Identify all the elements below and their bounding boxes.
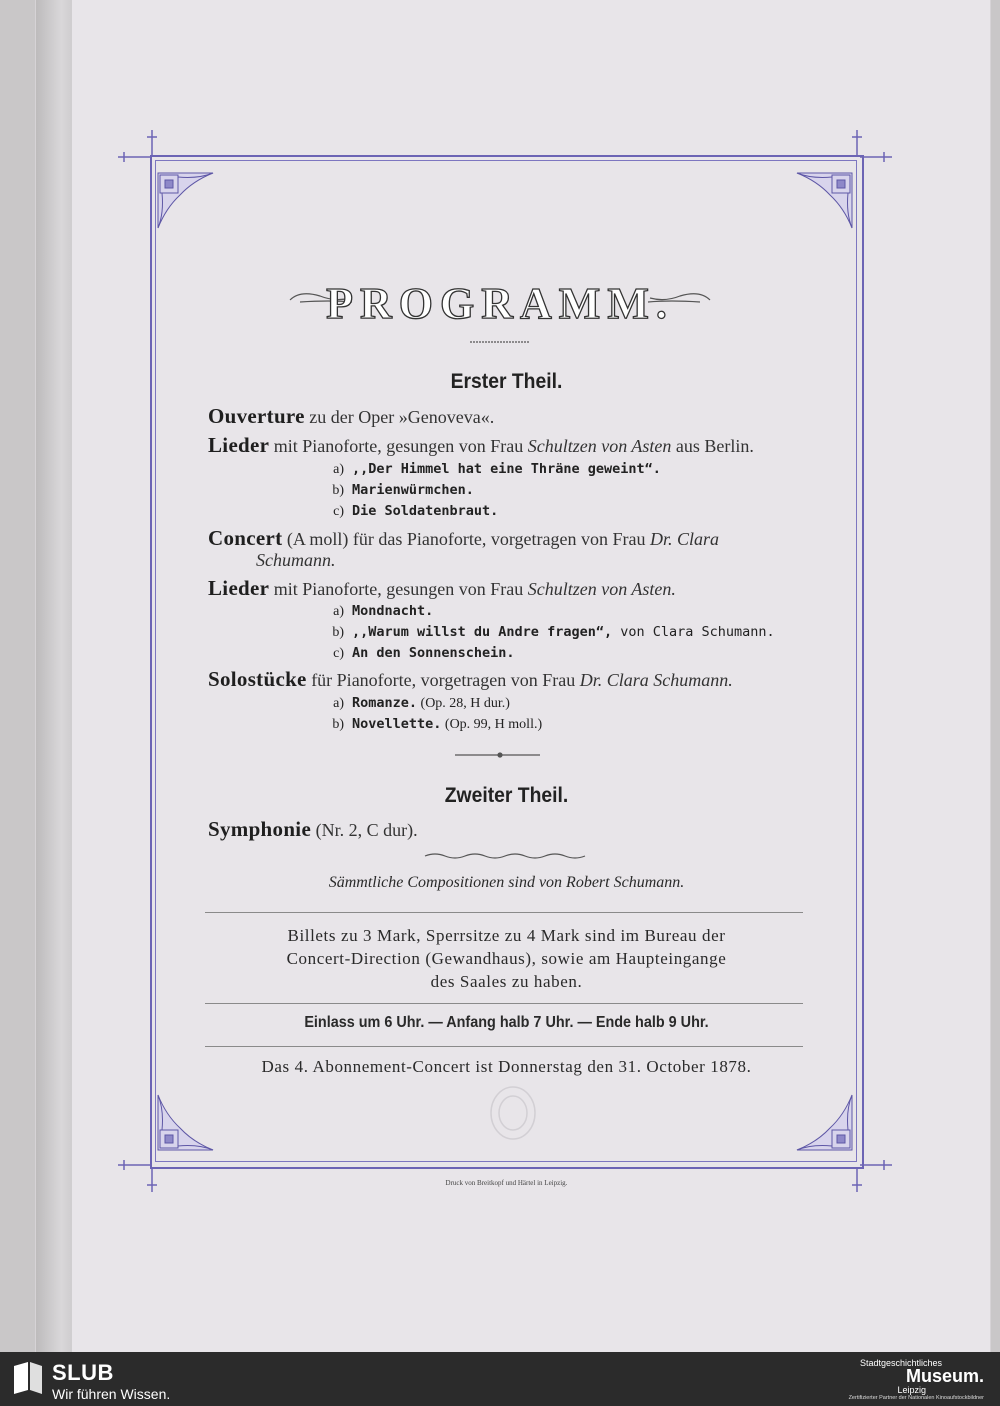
lieder1-item-c: c) Die Soldatenbraut. <box>333 503 499 519</box>
solo-item-a: a) Romanze. (Op. 28, H dur.) <box>333 695 510 711</box>
museum-name[interactable]: Museum. <box>905 1366 984 1386</box>
time-info: Einlass um 6 Uhr. — Anfang halb 7 Uhr. — Ende halb 9 Uhr. <box>304 1014 709 1031</box>
lieder2-entry <box>208 576 676 601</box>
solo-item-b: b) Novellette. (Op. 99, H moll.) <box>332 716 543 732</box>
ouverture-text: zu der Oper »Genoveva«. <box>304 407 495 427</box>
lieder1-item-b: b) Marienwürmchen. <box>332 482 474 498</box>
lieder1-singer: Schultzen von Asten <box>527 436 672 456</box>
library-stamp-mark <box>491 1087 535 1139</box>
lieder2-item-b: b) ,,Warum willst du Andre fragen“, von Clara Schumann. <box>332 624 775 640</box>
composer-note: Sämmtliche Compositionen sind von Robert Schumann. <box>328 874 685 891</box>
slub-name[interactable]: SLUB <box>52 1360 114 1385</box>
solo-soloist: Dr. Clara Schumann. <box>579 670 733 690</box>
lieder2-item-c: c) An den Sonnenschein. <box>333 645 515 661</box>
lieder1-item-a: a) ,,Der Himmel hat eine Thräne geweint“. <box>333 461 661 477</box>
ticket-line-1: Billets zu 3 Mark, Sperrsitze zu 4 Mark sind im Bureau der <box>287 926 726 945</box>
next-concert: Das 4. Abonnement-Concert ist Donnerstag den 31. October 1878. <box>261 1057 752 1076</box>
slub-slogan: Wir führen Wissen. <box>52 1386 171 1402</box>
lieder1-entry <box>208 433 754 458</box>
concert-text: (A moll) für das Pianoforte, vorgetragen von Frau <box>282 529 650 549</box>
part2-title: Zweiter Theil. <box>444 784 569 807</box>
solo-key: Solostücke <box>208 667 307 691</box>
ouverture-key: Ouverture <box>208 404 305 428</box>
divider-3 <box>205 1046 803 1047</box>
lieder2-key: Lieder <box>208 576 270 600</box>
ticket-info <box>0 924 1000 993</box>
concert-soloist-cont: Schumann. <box>256 550 336 570</box>
divider-2 <box>205 1003 803 1004</box>
slub-logo-icon <box>10 1360 44 1396</box>
lieder2-item-a: a) Mondnacht. <box>333 603 434 619</box>
ticket-line-3: des Saales zu haben. <box>430 972 583 991</box>
part1-title: Erster Theil. <box>450 370 563 393</box>
printer-credit: Druck von Breitkopf und Härtel in Leipzig. <box>445 1179 568 1187</box>
symphonie-key: Symphonie <box>208 817 312 841</box>
symphonie-entry <box>208 817 418 842</box>
lieder1-post: aus Berlin. <box>671 436 754 456</box>
symphonie-text: (Nr. 2, C dur). <box>311 820 418 840</box>
museum-certification: Zertifizierter Partner der Nationalen Kinoaufstockbildner <box>848 1395 984 1401</box>
concert-entry <box>208 526 719 551</box>
program-title: PROGRAMM. <box>326 279 674 328</box>
museum-prefix: Stadtgeschichtliches <box>859 1358 942 1368</box>
ouverture-entry <box>208 404 494 429</box>
ticket-line-2: Concert-Direction (Gewandhaus), sowie am Haupteingange <box>286 949 727 968</box>
concert-key: Concert <box>208 526 283 550</box>
concert-soloist: Dr. Clara <box>650 529 720 549</box>
museum-city: Leipzig <box>897 1385 926 1395</box>
solo-text: für Pianoforte, vorgetragen von Frau <box>306 670 580 690</box>
divider-1 <box>205 912 803 913</box>
lieder1-key: Lieder <box>208 433 270 457</box>
lieder2-singer: Schultzen von Asten. <box>527 579 676 599</box>
lieder2-pre: mit Pianoforte, gesungen von Frau <box>269 579 528 599</box>
solo-entry <box>208 667 733 692</box>
lieder1-pre: mit Pianoforte, gesungen von Frau <box>269 436 528 456</box>
